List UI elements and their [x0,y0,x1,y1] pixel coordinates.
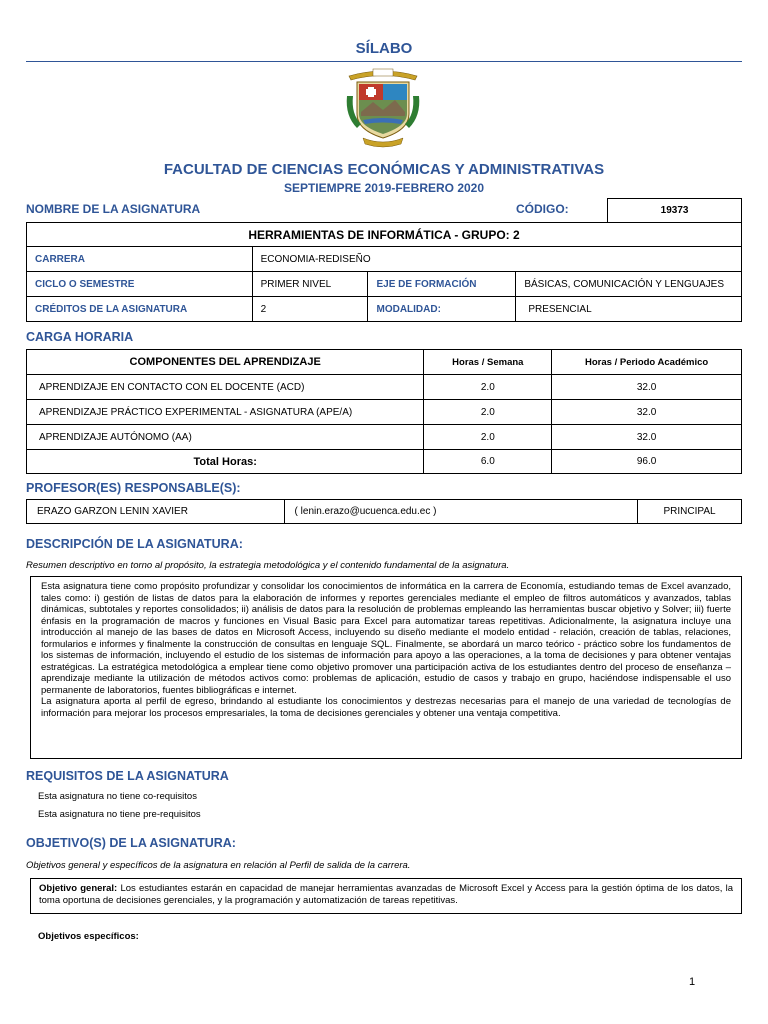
modality-value: PRESENCIAL [516,297,742,322]
title-divider [26,61,742,62]
page-number: 1 [689,976,696,988]
course-name-label: NOMBRE DE LA ASIGNATURA [26,202,201,216]
workload-section-title: CARGA HORARIA [26,330,134,344]
workload-row-name: APRENDIZAJE PRÁCTICO EXPERIMENTAL - ASIGNATURA (APE/A) [27,400,424,425]
objectives-section-title: OBJETIVO(S) DE LA ASIGNATURA: [26,836,236,850]
workload-row-week: 2.0 [424,400,552,425]
description-note: Resumen descriptivo en torno al propósito, la estrategia metodológica y el contenido fundamental de la asignatura. [26,560,510,571]
career-label: CARRERA [27,247,253,272]
professors-table [26,499,742,524]
objectives-note: Objetivos general y específicos de la asignatura en relación al Perfil de salida de la carrera. [26,860,411,871]
workload-row-period: 32.0 [552,425,742,450]
course-code-value: 19373 [608,199,742,223]
workload-row-name: APRENDIZAJE EN CONTACTO CON EL DOCENTE (ACD) [27,375,424,400]
course-code-label: CÓDIGO: [516,202,569,216]
workload-col-period: Horas / Periodo Académico [552,350,742,375]
description-paragraph: La asignatura aporta al perfil de egreso, brindando al estudiante los conocimientos y destrezas necesarias para el manejo de una variedad de tecnologías de información para mejorar los procesos empresariales, la toma de decisiones gerenciales y obtener una ventaja competitiva. [41,696,731,719]
career-value: ECONOMIA-REDISEÑO [252,247,741,272]
faculty-name: FACULTAD DE CIENCIAS ECONÓMICAS Y ADMINISTRATIVAS [163,161,605,178]
description-section-title: DESCRIPCIÓN DE LA ASIGNATURA: [26,537,243,551]
requirements-section-title: REQUISITOS DE LA ASIGNATURA [26,769,229,783]
workload-row-week: 2.0 [424,425,552,450]
general-objective-label: Objetivo general: [39,883,118,894]
professor-role: PRINCIPAL [638,500,742,524]
workload-row-period: 32.0 [552,400,742,425]
description-box [30,576,742,759]
university-seal [343,66,423,148]
professor-name: ERAZO GARZON LENIN XAVIER [27,500,285,524]
workload-col-components: COMPONENTES DEL APRENDIZAJE [27,350,424,375]
cycle-label: CICLO O SEMESTRE [27,272,253,297]
workload-total-label: Total Horas: [27,450,424,474]
workload-col-week: Horas / Semana [424,350,552,375]
cycle-value: PRIMER NIVEL [252,272,368,297]
professor-email: ( lenin.erazo@ucuenca.edu.ec ) [284,500,638,524]
axis-label: EJE DE FORMACIÓN [368,272,516,297]
workload-row-name: APRENDIZAJE AUTÓNOMO (AA) [27,425,424,450]
credits-label: CRÉDITOS DE LA ASIGNATURA [27,297,253,322]
workload-total-period: 96.0 [552,450,742,474]
page-title: SÍLABO [355,40,413,57]
professors-section-title: PROFESOR(ES) RESPONSABLE(S): [26,481,241,495]
course-subject: HERRAMIENTAS DE INFORMÁTICA - GRUPO: 2 [27,223,742,247]
specific-objectives-label: Objetivos específicos: [38,931,139,942]
requirement-item: Esta asignatura no tiene pre-requisitos [38,809,201,820]
course-header-blank [27,199,608,223]
general-objective-box [30,878,742,914]
requirement-item: Esta asignatura no tiene co-requisitos [38,791,197,802]
description-paragraph: Esta asignatura tiene como propósito profundizar y consolidar los conocimientos de informática en la carrera de Economía, estudiando temas de Excel avanzado, tales como: i) gestión de listas de datos para la elaboración de informes y reportes gerenciales mediante el empleo de filtros automáticos y avanzados, tablas dinámicas, subtotales y reportes consolidados; ii) análisis de datos para la resolución de problemas empleando las herramientas buscar objetivo y Solver; iii) fuerte énfasis en la programación de macros y funciones en Visual Basic para Excel para automatizar tareas repetitivas. Adicionalmente, la asignatura incluye una introducción al manejo de las bases de datos en Microsoft Access, incluyendo su diseño mediante el modelo entidad - relación, creación de tablas, relaciones, formularios e informes y finalmente la construcción de consultas en lenguaje SQL. Finalmente, se abordará un marco teórico - práctico sobre los fundamentos de los sistemas de información, incluyendo el estudio de los sistemas de información para apoyo a las operaciones, a la toma de decisiones y para obtener ventajas estratégicas. La estratégica metodológica a emplear tiene como objetivo promover una participación activa de los estudiantes dentro del proceso de enseñanza – aprendizaje mediante la utilización de métodos activos como: problemas de aplicación, estudio de casos y trabajo en grupo, haciéndose indispensable el uso permanente de laboratorios, fuentes bibliográficas e internet. [41,581,731,696]
general-objective-text: Los estudiantes estarán en capacidad de manejar herramientas avanzadas de Microsoft Excel y Access para la gestión óptima de los datos, la toma oportuna de decisiones gerenciales, y la programación y automatización de tareas repetitivas. [39,883,733,906]
academic-period: SEPTIEMPRE 2019-FEBRERO 2020 [283,181,485,195]
workload-row-week: 2.0 [424,375,552,400]
axis-value: BÁSICAS, COMUNICACIÓN Y LENGUAJES [516,272,742,297]
workload-total-week: 6.0 [424,450,552,474]
credits-value: 2 [252,297,368,322]
university-seal-icon [343,66,423,148]
workload-table [26,349,742,474]
workload-row-period: 32.0 [552,375,742,400]
course-info-table [26,198,742,322]
modality-label: MODALIDAD: [368,297,516,322]
